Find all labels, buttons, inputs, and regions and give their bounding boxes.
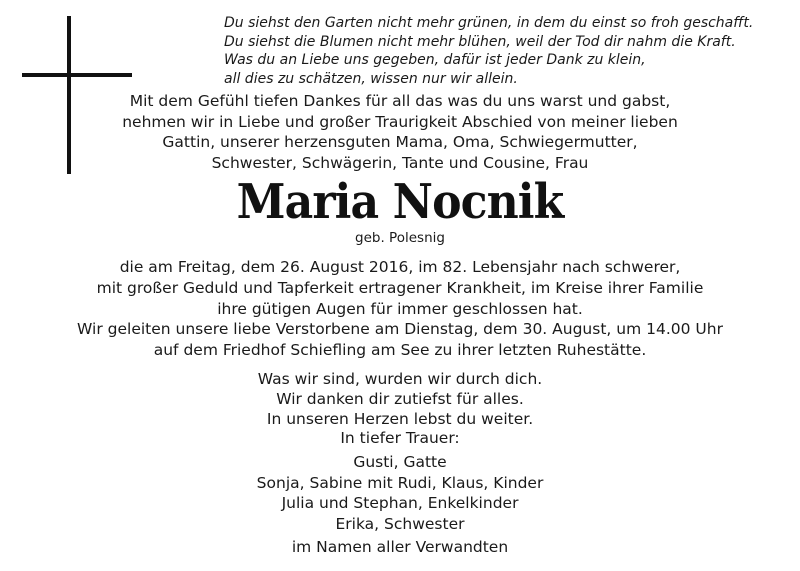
funeral-paragraph [0,319,800,360]
relatives-text: im Namen aller Verwandten [291,538,509,556]
closing-verse [0,369,800,429]
poem [224,14,794,88]
intro-line: Schwester, Schwägerin, Tante und Cousine, Frau [211,153,589,172]
poem-line: Du siehst den Garten nicht mehr grünen, in dem du einst so froh geschafft. [224,15,754,31]
mourning-heading [0,428,800,448]
intro-line: Mit dem Gefühl tiefen Dankes für all das was du uns warst und gabst, [129,92,671,110]
death-line: die am Freitag, dem 26. August 2016, im 82. Lebensjahr nach schwerer, [119,258,681,276]
maiden-name: geb. Polesnig [355,230,445,246]
funeral-line: Wir geleiten unsere liebe Verstorbene am Dienstag, dem 30. August, um 14.00 Uhr [77,320,723,338]
mourner-entry: Erika, Schwester [335,514,465,533]
mourner-entry: Julia und Stephan, Enkelkinder [281,494,519,512]
closing-line: Wir danken dir zutiefst für alles. [276,390,524,408]
poem-line: Was du an Liebe uns gegeben, dafür ist jeder Dank zu klein, [224,52,646,68]
mourner-entry: Gusti, Gatte [353,453,447,471]
intro-line: nehmen wir in Liebe und großer Traurigkeit Abschied von meiner lieben [122,112,678,131]
death-line: mit großer Geduld und Tapferkeit ertragener Krankheit, im Kreise ihrer Familie [96,279,704,297]
intro-line: Gattin, unserer herzensguten Mama, Oma, Schwiegermutter, [162,133,638,151]
mourning-heading-text: In tiefer Trauer: [340,429,460,447]
mourners-list [0,452,800,534]
mourner-entry: Sonja, Sabine mit Rudi, Klaus, Kinder [256,473,544,492]
funeral-line: auf dem Friedhof Schiefling am See zu ihrer letzten Ruhestätte. [153,340,647,359]
intro-paragraph [0,91,800,173]
deceased-name: Maria Nocnik [236,174,564,230]
poem-line: all dies zu schätzen, wissen nur wir allein. [224,70,518,87]
closing-line: Was wir sind, wurden wir durch dich. [257,370,543,388]
death-paragraph [0,257,800,320]
closing-line: In unseren Herzen lebst du weiter. [266,410,534,428]
relatives-line [0,537,800,557]
death-line: ihre gütigen Augen für immer geschlossen hat. [217,300,583,318]
poem-line: Du siehst die Blumen nicht mehr blühen, weil der Tod dir nahm die Kraft. [224,33,736,50]
